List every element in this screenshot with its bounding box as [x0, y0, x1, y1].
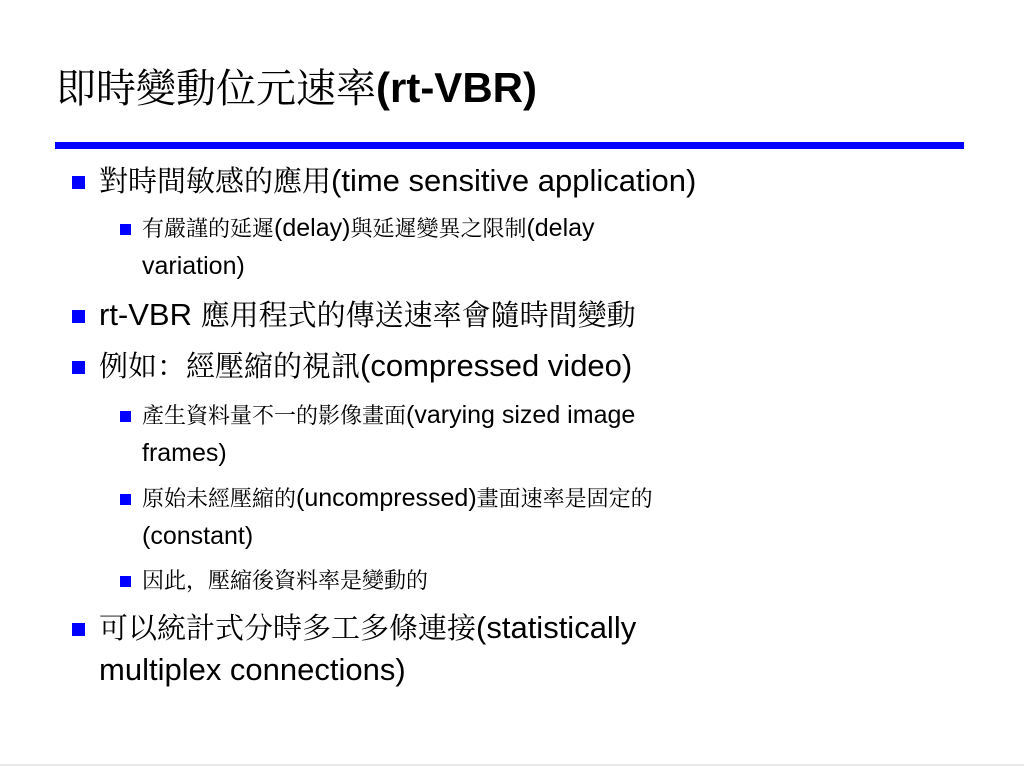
- subbullet-text-cjk: 產生資料量不一的影像畫面: [142, 404, 407, 429]
- bullet-rt-vbr-rate: [72, 294, 636, 336]
- bullet-text: [99, 160, 696, 202]
- subbullet-delay: [120, 210, 595, 284]
- bullet-statistical-multiplex: [72, 607, 636, 691]
- bullet-text-latin: rt-VBR: [99, 297, 201, 332]
- bullet-text-cjk: 對時間敏感的應用: [99, 164, 332, 198]
- bullet-text-line2: multiplex connections): [99, 652, 406, 687]
- square-bullet-icon: [120, 224, 131, 235]
- square-bullet-icon: [72, 623, 85, 636]
- subbullet-text-cjk-b: 畫面速率是固定的: [476, 487, 653, 512]
- slide-title: [56, 62, 537, 115]
- bullet-text-cjk: 可以統計式分時多工多條連接: [99, 611, 477, 645]
- subbullet-text-cjk-a: 有嚴謹的延遲: [142, 217, 275, 242]
- slide-title-latin: (rt-VBR): [376, 64, 537, 111]
- square-bullet-icon: [72, 176, 85, 189]
- bullet-example-video: [72, 345, 632, 387]
- subbullet-uncompressed: [120, 480, 653, 554]
- subbullet-text-latin: (varying sized image: [406, 401, 636, 429]
- subbullet-text: [142, 562, 428, 600]
- subbullet-text-cjk: 因此，壓縮後資料率是變動的: [142, 569, 429, 594]
- square-bullet-icon: [120, 576, 131, 587]
- bullet-text: [99, 345, 632, 387]
- subbullet-text-latin-a: (delay): [274, 214, 351, 242]
- subbullet-text-line2: (constant): [142, 522, 254, 550]
- bullet-text-cjk: 應用程式的傳送速率會隨時間變動: [200, 298, 636, 332]
- bullet-text-latin: (statistically: [476, 610, 637, 645]
- subbullet-text-line2: frames): [142, 439, 227, 467]
- bullet-text-latin: (time sensitive application): [331, 163, 697, 198]
- square-bullet-icon: [72, 310, 85, 323]
- subbullet-text-line2: variation): [142, 252, 245, 280]
- subbullet-text: [142, 397, 635, 471]
- bullet-text: [99, 607, 636, 691]
- subbullet-text-cjk-a: 原始未經壓縮的: [142, 487, 297, 512]
- subbullet-text-cjk-b: 與延遲變異之限制: [350, 217, 527, 242]
- bullet-text: [99, 294, 636, 336]
- subbullet-text-latin-b: (delay: [526, 214, 595, 242]
- subbullet-variable-rate: [120, 562, 428, 600]
- title-divider: [55, 142, 964, 149]
- bullet-text-cjk: 例如：經壓縮的視訊: [99, 349, 361, 383]
- square-bullet-icon: [72, 361, 85, 374]
- slide-title-cjk: 即時變動位元速率: [56, 66, 376, 112]
- bullet-text-latin: (compressed video): [360, 348, 633, 383]
- footer-divider: [0, 764, 1024, 766]
- bullet-time-sensitive: [72, 160, 696, 202]
- square-bullet-icon: [120, 494, 131, 505]
- subbullet-text: [142, 210, 595, 284]
- square-bullet-icon: [120, 411, 131, 422]
- subbullet-varying-frames: [120, 397, 635, 471]
- subbullet-text: [142, 480, 653, 554]
- subbullet-text-latin: (uncompressed): [296, 484, 477, 512]
